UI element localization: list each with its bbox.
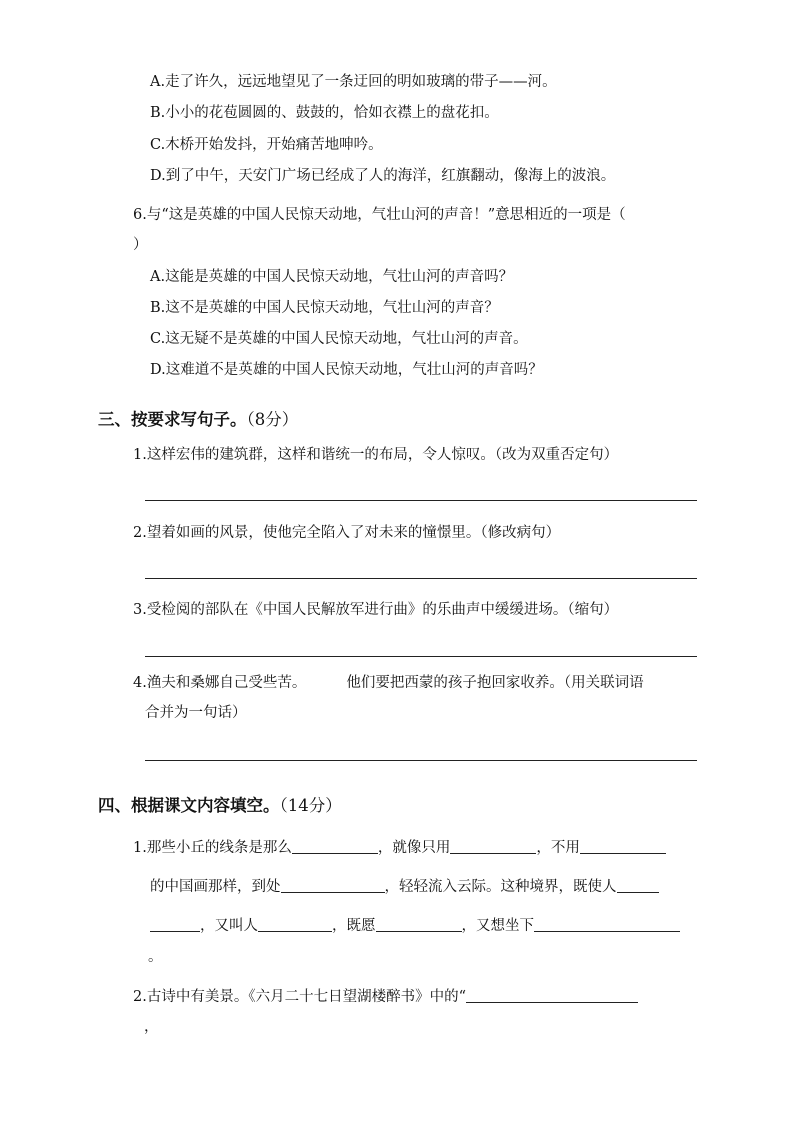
- s4-q1-line3: [150, 916, 680, 936]
- s4-q1-blank-4[interactable]: [281, 877, 385, 893]
- s3-answer-line-1[interactable]: [145, 500, 697, 501]
- s4-q1-text-2: ，就像只用: [377, 840, 451, 856]
- s4-q1-text-7: ，既愿: [332, 918, 376, 934]
- q5-option-b: B.小小的花苞圆圆的、鼓鼓的，恰如衣襟上的盘花扣。: [150, 105, 499, 121]
- s4-q1-line2: [150, 877, 659, 897]
- s4-q1-line1: [133, 838, 666, 858]
- s3-item-4: [133, 673, 644, 693]
- s4-q2-line1: [133, 987, 638, 1007]
- section3-title: 三、按要求写句子。: [98, 410, 247, 429]
- q6-stem: 6.与“这是英雄的中国人民惊天动地，气壮山河的声音！”意思相近的一项是（: [133, 207, 626, 223]
- section4-score: （14分）: [279, 796, 342, 815]
- q6-option-c: C.这无疑不是英雄的中国人民惊天动地，气壮山河的声音。: [150, 331, 528, 347]
- s4-q1-blank-2[interactable]: [450, 838, 536, 854]
- s4-q1-end: 。: [148, 949, 163, 965]
- s3-item-2: 2.望着如画的风景，使他完全陷入了对未来的憧憬里。（修改病句）: [133, 525, 561, 541]
- s3-item-3: 3.受检阅的部队在《中国人民解放军进行曲》的乐曲声中缓缓进场。（缩句）: [133, 602, 619, 618]
- s3-answer-line-2[interactable]: [145, 578, 697, 579]
- q6-option-d: D.这难道不是英雄的中国人民惊天动地，气壮山河的声音吗？: [150, 362, 543, 378]
- section4-heading: [98, 795, 342, 817]
- s3-item-4-part1: 4.渔夫和桑娜自己受些苦。: [133, 675, 307, 691]
- section3-heading: [98, 409, 298, 431]
- s3-item-1: 1.这样宏伟的建筑群，这样和谐统一的布局，令人惊叹。（改为双重否定句）: [133, 447, 619, 463]
- s4-q1-text-1: 1.那些小丘的线条是那么: [133, 840, 292, 856]
- s3-item-4-part2: 他们要把西蒙的孩子抱回家收养。（用关联词语: [346, 675, 644, 691]
- q5-option-a: A.走了许久，远远地望见了一条迂回的明如玻璃的带子——河。: [150, 74, 557, 90]
- q6-option-a: A.这能是英雄的中国人民惊天动地，气壮山河的声音吗？: [150, 269, 514, 285]
- s4-q1-blank-7[interactable]: [376, 916, 462, 932]
- s4-q1-text-4: 的中国画那样，到处: [150, 879, 281, 895]
- s3-answer-line-4[interactable]: [145, 760, 697, 761]
- s4-q2-text-1: 2.古诗中有美景。《六月二十七日望湖楼醉书》中的“: [133, 989, 466, 1005]
- s4-q1-blank-6[interactable]: [258, 916, 332, 932]
- s4-q1-text-6: ，又叫人: [200, 918, 258, 934]
- s4-q1-blank-3[interactable]: [580, 838, 666, 854]
- s4-q1-blank-1[interactable]: [292, 838, 378, 854]
- s3-answer-line-3[interactable]: [145, 656, 697, 657]
- section3-score: （8分）: [246, 410, 299, 429]
- s4-q2-blank-1[interactable]: [466, 987, 638, 1003]
- q6-option-b: B.这不是英雄的中国人民惊天动地，气壮山河的声音？: [150, 300, 499, 316]
- s3-item-4-line2: 合并为一句话）: [145, 705, 247, 721]
- s4-q1-text-5: ，轻轻流入云际。这种境界，既使人: [384, 879, 617, 895]
- s4-q1-blank-8[interactable]: [534, 916, 680, 932]
- s4-q1-text-8: ，又想坐下: [461, 918, 534, 934]
- q5-option-d: D.到了中午，天安门广场已经成了人的海洋，红旗翻动，像海上的波浪。: [150, 168, 616, 184]
- s4-q2-line2: ，: [144, 1019, 159, 1035]
- s4-q1-blank-5[interactable]: [617, 877, 659, 893]
- q5-option-c: C.木桥开始发抖，开始痛苦地呻吟。: [150, 137, 383, 153]
- q6-stem-close: ）: [133, 237, 148, 253]
- s4-q1-text-3: ，不用: [536, 840, 580, 856]
- section4-title: 四、根据课文内容填空。: [98, 796, 280, 815]
- s4-q1-blank-5-cont[interactable]: [150, 916, 200, 932]
